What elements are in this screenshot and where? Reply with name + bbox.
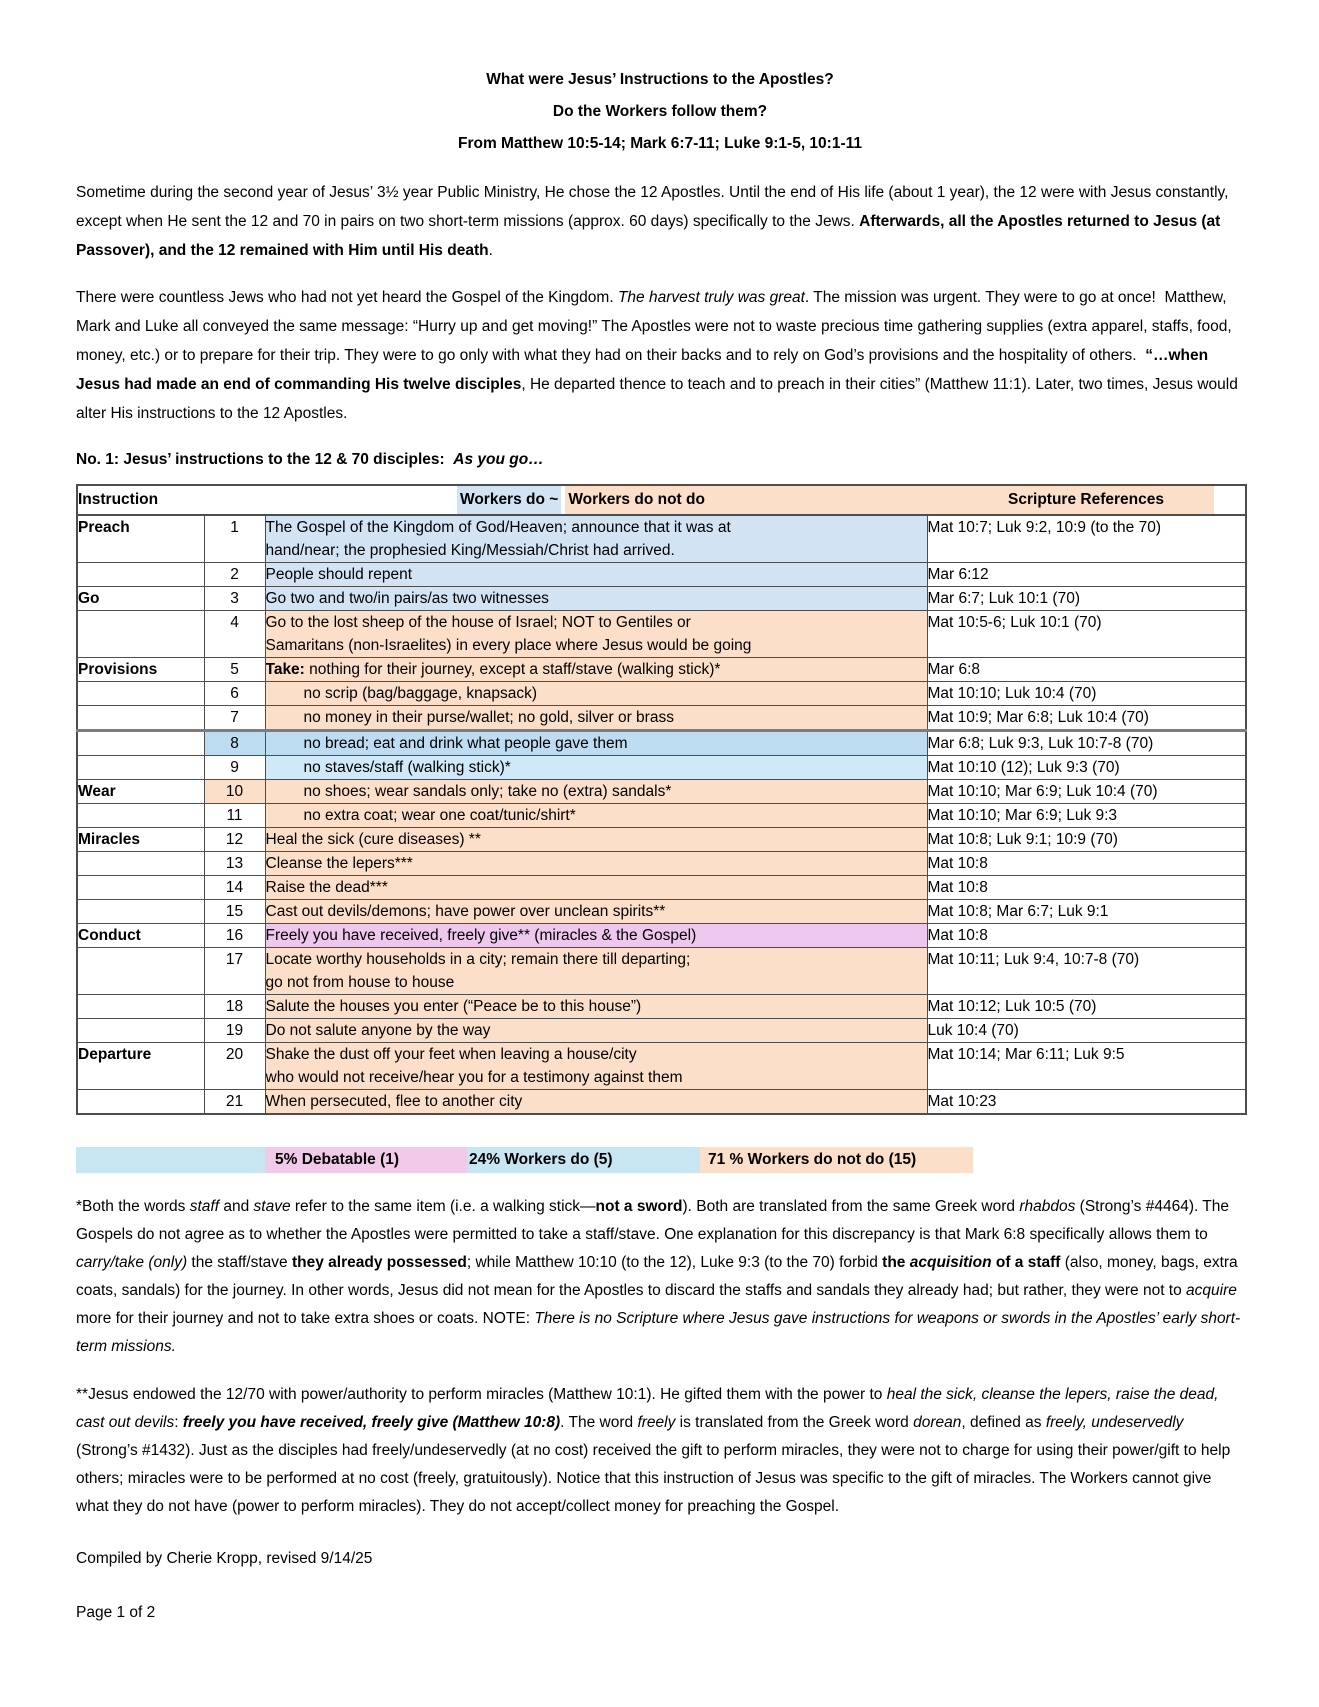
- text-run: not a sword: [595, 1198, 683, 1215]
- text-run: and: [219, 1198, 254, 1215]
- table-row: [77, 948, 1246, 995]
- instruction-cell: [265, 852, 927, 876]
- instruction-cell: [265, 1019, 927, 1043]
- text-run: no bread; eat and drink what people gave them: [303, 735, 628, 752]
- text-run: Go two and two/in pairs/as two witnesses: [265, 590, 549, 607]
- number-cell: 8: [204, 731, 265, 756]
- category-cell: Miracles: [77, 828, 204, 852]
- text-run: There were countless Jews who had not yet heard the Gospel of the Kingdom.: [76, 289, 618, 306]
- text-run: of a staff: [991, 1254, 1061, 1271]
- category-cell: [77, 563, 204, 587]
- category-cell: [77, 900, 204, 924]
- title-line-2: Do the Workers follow them?: [552, 103, 768, 120]
- text-run: freely: [637, 1414, 676, 1431]
- footnote-staff: [76, 1193, 1244, 1361]
- text-run: Salute the houses you enter (“Peace be to this house”): [265, 998, 642, 1015]
- instruction-cell: [265, 828, 927, 852]
- table-row: [77, 658, 1246, 682]
- scripture-cell: Luk 10:4 (70): [927, 1019, 1246, 1043]
- scripture-cell: Mat 10:8; Mar 6:7; Luk 9:1: [927, 900, 1246, 924]
- table-row: [77, 515, 1246, 563]
- scripture-cell: Mat 10:7; Luk 9:2, 10:9 (to the 70): [927, 515, 1246, 563]
- text-run: **Jesus endowed the 12/70 with power/authority to perform miracles (Matthew 10:1). He gifted them with the power to: [76, 1386, 887, 1403]
- table-row: [77, 924, 1246, 948]
- instruction-cell: [265, 1043, 927, 1090]
- text-run: no shoes; wear sandals only; take no (extra) sandals*: [303, 783, 672, 800]
- number-cell: 1: [204, 515, 265, 563]
- category-cell: [77, 948, 204, 995]
- text-run: Cleanse the lepers***: [265, 855, 413, 872]
- scripture-cell: Mat 10:14; Mar 6:11; Luk 9:5: [927, 1043, 1246, 1090]
- text-run: is translated from the Greek word: [675, 1414, 914, 1431]
- text-run: no staves/staff (walking stick)*: [303, 759, 511, 776]
- footnote-miracles: [76, 1381, 1244, 1521]
- table-header-row: [77, 485, 1246, 515]
- scripture-cell: Mar 6:12: [927, 563, 1246, 587]
- header-workers-do-not: Workers do not do: [565, 486, 927, 514]
- table-row: [77, 1043, 1246, 1090]
- text-run: The Gospel of the Kingdom of God/Heaven; announce that it was at: [265, 519, 731, 536]
- instruction-cell: [265, 682, 927, 706]
- instruction-cell: [265, 1090, 927, 1115]
- table-row: [77, 1090, 1246, 1115]
- number-cell: 13: [204, 852, 265, 876]
- table-row: [77, 876, 1246, 900]
- title-line-1: What were Jesus’ Instructions to the Apostles?: [486, 71, 834, 88]
- instruction-cell: [265, 995, 927, 1019]
- instruction-cell: [265, 804, 927, 828]
- scripture-cell: Mat 10:9; Mar 6:8; Luk 10:4 (70): [927, 706, 1246, 731]
- scripture-cell: Mat 10:11; Luk 9:4, 10:7-8 (70): [927, 948, 1246, 995]
- header-workers-do: Workers do ~: [457, 486, 561, 514]
- text-run: no money in their purse/wallet; no gold, silver or brass: [303, 709, 674, 726]
- category-cell: [77, 876, 204, 900]
- text-run: Freely you have received, freely give** (miracles & the Gospel): [265, 927, 697, 944]
- category-cell: [77, 756, 204, 780]
- instruction-cell: [265, 876, 927, 900]
- header-scripture-label: Scripture References: [1008, 491, 1164, 508]
- text-run: No. 1: Jesus’ instructions to the 12 & 70 disciples:: [76, 451, 454, 468]
- table-row: [77, 756, 1246, 780]
- text-run: the: [882, 1254, 910, 1271]
- text-run: When persecuted, flee to another city: [265, 1093, 523, 1110]
- scripture-cell: Mar 6:8: [927, 658, 1246, 682]
- table-row: [77, 828, 1246, 852]
- number-cell: 7: [204, 706, 265, 731]
- instruction-cell: [265, 780, 927, 804]
- text-run: “…when Jesus had made an end of commanding His twelve disciples: [76, 347, 1209, 393]
- instruction-cell: [265, 900, 927, 924]
- text-run: dorean: [913, 1414, 962, 1431]
- text-run: Take:: [265, 661, 305, 678]
- text-run: the staff/stave: [187, 1254, 292, 1271]
- instruction-cell: [265, 924, 927, 948]
- text-run: go not from house to house: [265, 974, 455, 991]
- number-cell: 18: [204, 995, 265, 1019]
- instruction-cell: [265, 658, 927, 682]
- text-run: Heal the sick (cure diseases) **: [265, 831, 481, 848]
- number-cell: 5: [204, 658, 265, 682]
- instruction-cell: [265, 563, 927, 587]
- legend-segment: 24% Workers do (5): [467, 1147, 700, 1173]
- category-cell: [77, 804, 204, 828]
- text-run: Afterwards, all the Apostles returned to Jesus (at Passover), and the 12 remained with Him until His death: [76, 213, 1221, 259]
- text-run: .: [488, 242, 493, 259]
- category-cell: [77, 1090, 204, 1115]
- number-cell: 11: [204, 804, 265, 828]
- number-cell: 19: [204, 1019, 265, 1043]
- text-run: nothing for their journey, except a staff/stave (walking stick)*: [304, 661, 721, 678]
- text-run: stave: [253, 1198, 291, 1215]
- instruction-cell: [265, 587, 927, 611]
- scripture-cell: Mat 10:8: [927, 852, 1246, 876]
- scripture-cell: Mar 6:8; Luk 9:3, Luk 10:7-8 (70): [927, 731, 1246, 756]
- text-run: As you go…: [453, 451, 544, 468]
- text-run: Do not salute anyone by the way: [265, 1022, 491, 1039]
- header-instruction: Instruction: [77, 485, 265, 515]
- instruction-cell: [265, 515, 927, 563]
- text-run: more for their journey and not to take extra shoes or coats. NOTE:: [76, 1310, 535, 1327]
- instruction-cell: [265, 706, 927, 731]
- text-run: The harvest truly was great: [617, 289, 805, 306]
- scripture-cell: Mar 6:7; Luk 10:1 (70): [927, 587, 1246, 611]
- page-number: Page 1 of 2: [76, 1604, 156, 1621]
- instruction-cell: [265, 611, 927, 658]
- number-cell: 20: [204, 1043, 265, 1090]
- compiled-by-line: Compiled by Cherie Kropp, revised 9/14/25: [76, 1550, 373, 1567]
- text-run: acquire: [1186, 1282, 1237, 1299]
- category-cell: Departure: [77, 1043, 204, 1090]
- number-cell: 21: [204, 1090, 265, 1115]
- instructions-table: [76, 484, 1247, 1115]
- number-cell: 6: [204, 682, 265, 706]
- text-run: , defined as: [961, 1414, 1046, 1431]
- number-cell: 15: [204, 900, 265, 924]
- intro-paragraph-1: [76, 178, 1244, 265]
- text-run: There is no Scripture where Jesus gave instructions for weapons or swords in the Apostles’ early short-term missions.: [76, 1310, 1241, 1355]
- scripture-cell: Mat 10:5-6; Luk 10:1 (70): [927, 611, 1246, 658]
- text-run: Shake the dust off your feet when leaving a house/city: [265, 1046, 637, 1063]
- table-row: [77, 1019, 1246, 1043]
- legend-segment: 71 % Workers do not do (15): [700, 1147, 973, 1173]
- scripture-cell: Mat 10:8: [927, 876, 1246, 900]
- table-row: [77, 780, 1246, 804]
- instruction-cell: [265, 731, 927, 756]
- legend-bar: [76, 1147, 1244, 1173]
- text-run: (Strong’s #4464). The Gospels do not agree as to whether the Apostles were permitted to take a staff/stave. One explanation for this discrepancy is that Mark 6:8 specifically allows them to: [76, 1198, 1230, 1243]
- header-spacer: [265, 486, 457, 514]
- instructions-table-body: [77, 515, 1246, 1114]
- number-cell: 14: [204, 876, 265, 900]
- scripture-cell: Mat 10:10; Mar 6:9; Luk 9:3: [927, 804, 1246, 828]
- scripture-cell: Mat 10:10; Luk 10:4 (70): [927, 682, 1246, 706]
- text-run: they already possessed: [291, 1254, 467, 1271]
- text-run: :: [174, 1414, 183, 1431]
- text-run: staff: [189, 1198, 220, 1215]
- text-run: freely you have received, freely give (Matthew 10:8): [182, 1414, 561, 1431]
- text-run: ). Both are translated from the same Greek word: [682, 1198, 1020, 1215]
- text-run: refer to the same item (i.e. a walking stick—: [290, 1198, 596, 1215]
- table-row: [77, 587, 1246, 611]
- text-run: (also, money, bags, extra coats, sandals) for the journey. In other words, Jesus did not mean for the Apostles to discard the staffs and sandals they already had; but rather, they were not to: [76, 1254, 1238, 1299]
- number-cell: 4: [204, 611, 265, 658]
- category-cell: [77, 1019, 204, 1043]
- number-cell: 9: [204, 756, 265, 780]
- number-cell: 3: [204, 587, 265, 611]
- table-row: [77, 852, 1246, 876]
- text-run: no scrip (bag/baggage, knapsack): [303, 685, 538, 702]
- category-cell: Conduct: [77, 924, 204, 948]
- table-row: [77, 731, 1246, 756]
- text-run: Sometime during the second year of Jesus’ 3½ year Public Ministry, He chose the 12 Apostles. Until the end of His life (about 1 year), the 12 were with Jesus constantly, except when He sent the 12 and 70 in pairs on two short-term missions (approx. 60 days) specifically to the Jews.: [76, 184, 1229, 230]
- text-run: (Strong’s #1432). Just as the disciples had freely/undeservedly (at no cost) received the gift to perform miracles, they were not to charge for using their power/gift to help others; miracles were to be performed at no cost (freely, gratuitously). Notice that this instruction of Jesus was specific to the gift of miracles. The Workers cannot give what they do not have (power to perform miracles). They do not accept/collect money for preaching the Gospel.: [76, 1442, 1231, 1515]
- number-cell: 17: [204, 948, 265, 995]
- text-run: who would not receive/hear you for a testimony against them: [265, 1069, 683, 1086]
- text-run: carry/take (only): [76, 1254, 188, 1271]
- category-cell: Preach: [77, 515, 204, 563]
- table-row: [77, 611, 1246, 658]
- table-row: [77, 804, 1246, 828]
- table-row: [77, 706, 1246, 731]
- category-cell: [77, 611, 204, 658]
- scripture-cell: Mat 10:8; Luk 9:1; 10:9 (70): [927, 828, 1246, 852]
- text-run: hand/near; the prophesied King/Messiah/Christ had arrived.: [265, 542, 675, 559]
- text-run: acquisition: [909, 1254, 992, 1271]
- table-row: [77, 563, 1246, 587]
- table-row: [77, 995, 1246, 1019]
- text-run: Go to the lost sheep of the house of Israel; NOT to Gentiles or: [265, 614, 691, 631]
- text-run: Locate worthy households in a city; remain there till departing;: [265, 951, 691, 968]
- category-cell: [77, 682, 204, 706]
- text-run: . The mission was urgent. They were to go at once! Matthew, Mark and Luke all conveyed the same message: “Hurry up and get moving!” The Apostles were not to waste precious time gathering supplies (extra apparel, staffs, food, money, etc.) or to prepare for their trip. They were to go only with what they had on their backs and to rely on God’s provisions and the hospitality of others.: [76, 289, 1232, 364]
- document-title: [76, 64, 1244, 160]
- category-cell: Go: [77, 587, 204, 611]
- text-run: rhabdos: [1019, 1198, 1076, 1215]
- category-cell: [77, 706, 204, 731]
- instruction-cell: [265, 948, 927, 995]
- text-run: ; while Matthew 10:10 (to the 12), Luke 9:3 (to the 70) forbid: [466, 1254, 883, 1271]
- section-heading: [76, 448, 1244, 472]
- text-run: , He departed thence to teach and to preach in their cities” (Matthew 11:1). Later, two times, Jesus would alter His instructions to the 12 Apostles.: [76, 376, 1238, 422]
- table-row: [77, 682, 1246, 706]
- scripture-cell: Mat 10:10; Mar 6:9; Luk 10:4 (70): [927, 780, 1246, 804]
- intro-paragraph-2: [76, 283, 1244, 428]
- legend-segment: [76, 1147, 265, 1173]
- scripture-cell: Mat 10:10 (12); Luk 9:3 (70): [927, 756, 1246, 780]
- text-run: *Both the words: [76, 1198, 190, 1215]
- text-run: no extra coat; wear one coat/tunic/shirt*: [303, 807, 576, 824]
- header-workers: [265, 485, 927, 515]
- text-run: People should repent: [265, 566, 413, 583]
- number-cell: 16: [204, 924, 265, 948]
- instruction-cell: [265, 756, 927, 780]
- number-cell: 2: [204, 563, 265, 587]
- text-run: Raise the dead***: [265, 879, 388, 896]
- category-cell: [77, 731, 204, 756]
- text-run: freely, undeservedly: [1045, 1414, 1184, 1431]
- number-cell: 10: [204, 780, 265, 804]
- title-line-3: From Matthew 10:5-14; Mark 6:7-11; Luke 9:1-5, 10:1-11: [457, 135, 862, 152]
- category-cell: [77, 995, 204, 1019]
- number-cell: 12: [204, 828, 265, 852]
- scripture-cell: Mat 10:8: [927, 924, 1246, 948]
- header-scripture: [927, 485, 1246, 515]
- legend-segment: 5% Debatable (1): [265, 1147, 467, 1173]
- category-cell: Wear: [77, 780, 204, 804]
- text-run: heal the sick, cleanse the lepers, raise the dead, cast out devils: [76, 1386, 1219, 1431]
- table-row: [77, 900, 1246, 924]
- category-cell: Provisions: [77, 658, 204, 682]
- scripture-cell: Mat 10:12; Luk 10:5 (70): [927, 995, 1246, 1019]
- text-run: Samaritans (non-Israelites) in every place where Jesus would be going: [265, 637, 752, 654]
- text-run: . The word: [560, 1414, 638, 1431]
- scripture-cell: Mat 10:23: [927, 1090, 1246, 1115]
- text-run: Cast out devils/demons; have power over unclean spirits**: [265, 903, 666, 920]
- category-cell: [77, 852, 204, 876]
